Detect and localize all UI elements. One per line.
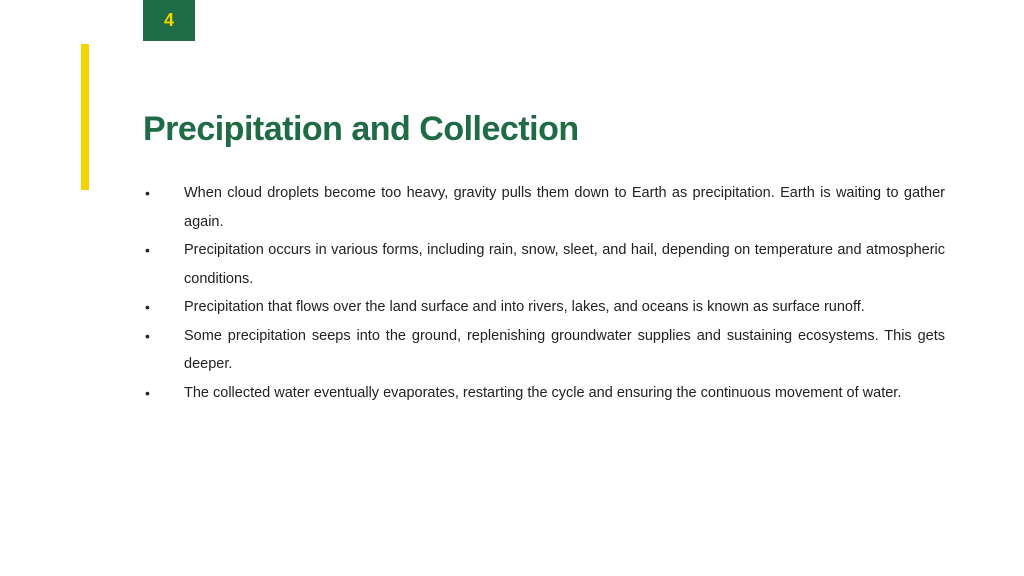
slide-title: Precipitation and Collection (143, 110, 579, 148)
bullet-icon: • (145, 299, 150, 315)
bullet-item (143, 179, 945, 236)
accent-bar (81, 44, 89, 190)
bullet-text: Some precipitation seeps into the ground, replenishing groundwater supplies and sustaining ecosystems. This gets deeper. (184, 327, 945, 372)
page-number: 4 (163, 10, 174, 30)
bullet-item (143, 379, 945, 408)
bullet-item (143, 236, 945, 293)
bullet-icon: • (145, 384, 150, 401)
bullet-icon: • (145, 242, 150, 258)
bullet-text: When cloud droplets become too heavy, gravity pulls them down to Earth as precipitation. Earth is waiting to gather again. (184, 185, 945, 230)
bullet-item (143, 322, 945, 379)
bullet-text: The collected water eventually evaporates, restarting the cycle and ensuring the continuous movement of water. (184, 384, 902, 401)
bullet-text: Precipitation that flows over the land surface and into rivers, lakes, and oceans is known as surface runoff. (184, 299, 865, 315)
bullet-icon: • (145, 327, 150, 344)
page-number-badge (143, 0, 195, 41)
bullet-icon: • (145, 185, 150, 201)
bullet-list (143, 179, 945, 407)
bullet-text: Precipitation occurs in various forms, including rain, snow, sleet, and hail, depending on temperature and atmospheric conditions. (184, 242, 945, 287)
bullet-item (143, 293, 945, 322)
